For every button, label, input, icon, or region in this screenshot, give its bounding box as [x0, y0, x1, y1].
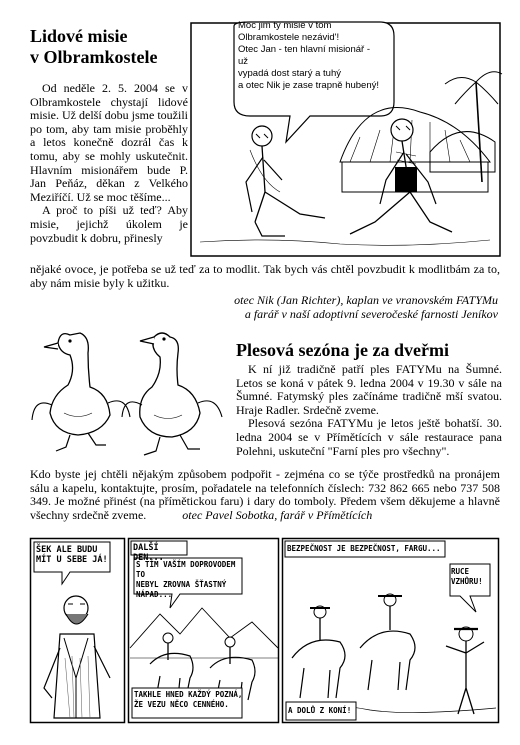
comic-panel-2-bubble-line3: NÁPAD...: [136, 590, 173, 599]
article-2-wide-block: [30, 468, 500, 522]
comic-panel-1-bubble: [36, 545, 110, 565]
cartoon-1-speech-line2: Olbramkostele nezávid'!: [238, 32, 340, 43]
article-2-signature: otec Pavel Sobotka, farář v Přímětících: [182, 507, 373, 522]
article-2-column: [236, 363, 502, 458]
comic-panel-2-bubble-line1: S TÍM VAŠÍM DOPROVODEM TO: [136, 560, 236, 579]
article-2-paragraph-2-start: Plesová sezóna FATYMu je letos ještě bohatší. 30. ledna 2004 se v Přímětících v sále restaurace pana Polehni, uskuteční "Farní ples pro všechny".: [236, 416, 502, 458]
comic-panel-3-bottom-bubble: A DOLŮ Z KONÍ!: [288, 706, 352, 715]
article-2-title: Plesová sezóna je za dveřmi: [236, 340, 449, 360]
cartoon-1-speech-line1: Moc jim ty misie v tom: [238, 20, 332, 31]
article-1-signature-line1: otec Nik (Jan Richter), kaplan ve vranovském FATYMu: [234, 293, 498, 307]
comic-panel-2-bottom-line2: ŽE VEZU NĚCO CENNÉHO.: [134, 700, 229, 709]
comic-panel-3-caption: BEZPEČNOST JE BEZPEČNOST, FARGU...: [287, 544, 441, 553]
comic-panel-3-bubble-line2: VZHŮRU!: [451, 577, 483, 586]
comic-strip: [30, 538, 500, 724]
comic-panel-2-bottom-line1: TAKHLE HNED KAŽDÝ POZNÁ,: [134, 690, 243, 699]
cartoon-1-speech-bubble: [238, 20, 380, 92]
article-1-title: [30, 26, 195, 68]
dancing-geese-illustration: [30, 325, 225, 460]
article-1-paragraph-2-start: A proč to píši už teď? Aby misie, jejichž úkolem je povzbudit k dobru, přinesly: [30, 203, 188, 245]
cartoon-1-speech-line4: vypadá dost starý a tuhý: [238, 68, 341, 79]
comic-panel-1-line1: ŠEK ALE BUDU: [36, 545, 98, 555]
article-2-paragraph-2-end: Kdo byste jej chtěli nějakým způsobem podpořit - zejména co se týče prostředků na pronájem sálu a kapelu, kontaktujte, prosím, pořadatele na telefonních číslech: 732 862 665 nebo 737 508 349. Je možné přinést (na přímětickou faru) i dary do tomboly. Předem všem děkujeme a hlavně všechny srdečně zveme.: [30, 467, 500, 522]
cartoon-1-speech-line5: a otec Nik je zase trapně hubený!: [238, 80, 380, 91]
article-2-paragraph-1: K ní již tradičně patří ples FATYMu na Šumné. Letos se koná v pátek 9. ledna 2004 v 19.30 v sále na Šumné. Fatymský ples začínáme tradičně mší svatou. Hraje Radler. Srdečně zveme.: [236, 362, 502, 417]
article-1-column: [30, 82, 188, 245]
comic-panel-2-bubble: [136, 560, 244, 600]
cartoon-1-speech-line3: Otec Jan - ten hlavní misionář - už: [238, 44, 370, 67]
comic-panel-3-bubble: [451, 567, 491, 587]
article-1-signature: [150, 294, 498, 321]
article-1-title-line2: v Olbramkostele: [30, 47, 158, 67]
article-1-title-line1: Lidové misie: [30, 26, 128, 46]
comic-panel-1-line2: MÍT U SEBE JÁ!: [36, 555, 108, 565]
comic-panel-2-bubble-line2: NEBYL ZROVNA ŠŤASTNÝ: [136, 580, 227, 589]
article-1-paragraph-2-end: nějaké ovoce, je potřeba se už teď za to modlit. Tak bych vás chtěl povzbudit k modlitbám za to, aby nám misie byly k užitku.: [30, 262, 500, 290]
comic-panel-3-bubble-line1: RUCE: [451, 567, 470, 576]
comic-panel-2-bottom-bubble: [134, 690, 244, 710]
article-1-paragraph-1: Od neděle 2. 5. 2004 se v Olbramkostele chystají lidové misie. Už delší dobu jsme toužili po tom, aby tam misie proběhly a letos konečně dozrál čas k tomu, aby se mohly uskutečnit. Hlavním misionářem bude P. Jan Peňáz, děkan z Velkého Meziříčí. Už se moc těšíme...: [30, 81, 188, 204]
article-1-signature-line2: a farář v naší adoptivní severočeské farnosti Jeníkov: [244, 306, 498, 321]
comic-panel-2-caption: DALŠÍ DEN...: [133, 543, 164, 563]
